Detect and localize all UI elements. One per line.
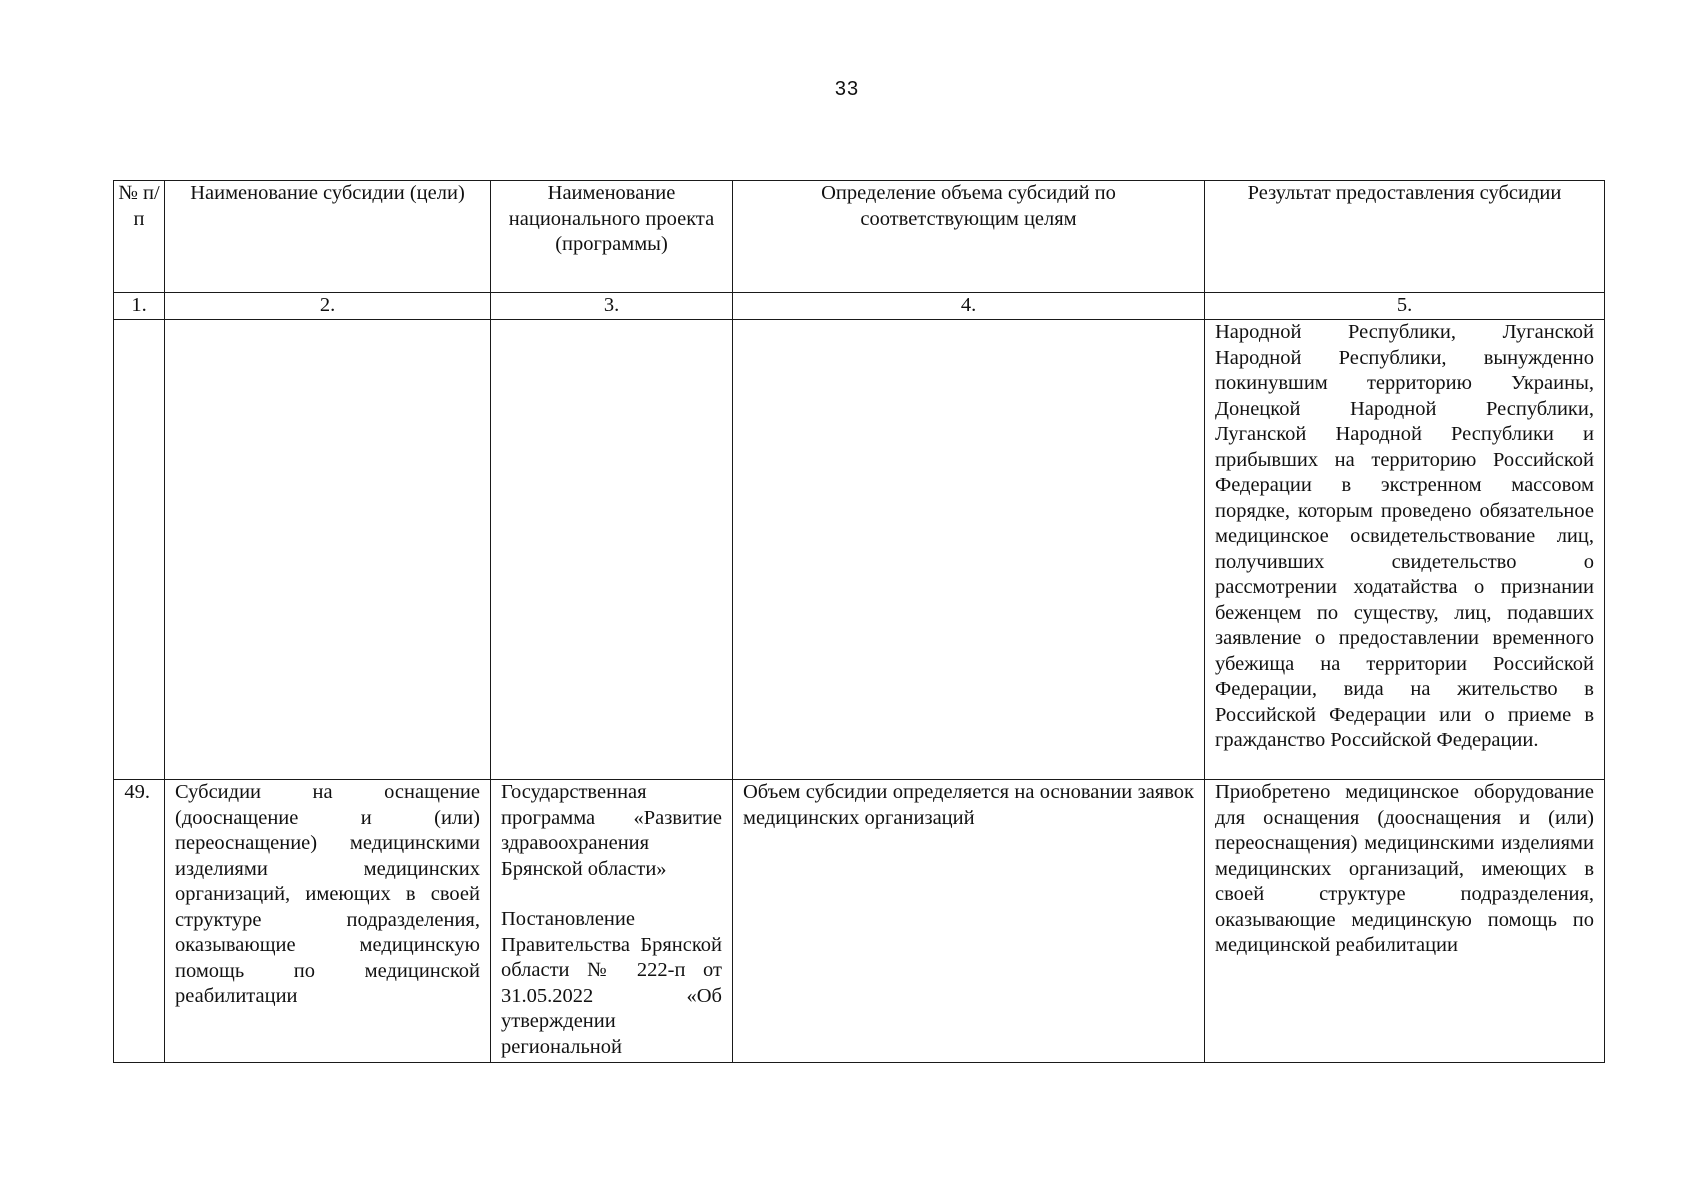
subsidy-name-cell: Субсидии на оснащение (дооснащение и (или) переоснащение) медицинскими изделиями медицинских организаций, имеющих в своей структуре подразделения, оказывающие медицинскую помощь по медицинской реабилитации — [165, 780, 491, 1063]
empty-cell — [491, 320, 733, 780]
subsidy-table — [113, 180, 1605, 1063]
column-number: 2. — [165, 293, 491, 320]
column-number: 3. — [491, 293, 733, 320]
header-subsidy-name: Наименование субсидии (цели) — [165, 181, 491, 293]
national-project-cell — [491, 780, 733, 1063]
empty-cell — [165, 320, 491, 780]
row-number: 49. — [114, 780, 165, 1063]
column-number: 4. — [733, 293, 1205, 320]
empty-cell — [114, 320, 165, 780]
project-program-text: Государственная программа «Развитие здравоохранения Брянской области» — [501, 781, 722, 880]
empty-cell — [733, 320, 1205, 780]
header-result: Результат предоставления субсидии — [1205, 181, 1605, 293]
column-number: 1. — [114, 293, 165, 320]
table-header-row — [114, 181, 1605, 293]
page-number: 33 — [834, 78, 860, 100]
paragraph-gap — [501, 882, 722, 907]
header-volume-definition: Определение объема субсидий по соответствующим целям — [733, 181, 1205, 293]
header-number: № п/п — [114, 181, 165, 293]
header-national-project: Наименование национального проекта (программы) — [491, 181, 733, 293]
result-cell: Народной Республики, Луганской Народной Республики, вынужденно покинувшим территорию Украины, Донецкой Народной Республики, Луганской Народной Республики и прибывших на территорию Российской Федерации в экстренном массовом порядке, которым проведено обязательное медицинское освидетельствование лиц, получивших свидетельство о рассмотрении ходатайства о признании беженцем по существу, лиц, подавших заявление о предоставлении временного убежища на территории Российской Федерации, вида на жительство в Российской Федерации или о приеме в гражданство Российской Федерации. — [1205, 320, 1605, 780]
column-numbers-row — [114, 293, 1605, 320]
table-row — [114, 780, 1605, 1063]
volume-definition-cell: Объем субсидии определяется на основании заявок медицинских организаций — [733, 780, 1205, 1063]
column-number: 5. — [1205, 293, 1605, 320]
project-resolution-text: Постановление Правительства Брянской области № 222-п от 31.05.2022 «Об утверждении региональной — [501, 908, 722, 1058]
table-row — [114, 320, 1605, 780]
result-cell: Приобретено медицинское оборудование для оснащения (дооснащения и (или) переоснащения) медицинскими изделиями медицинских организаций, имеющих в своей структуре подразделения, оказывающие медицинскую помощь по медицинской реабилитации — [1205, 780, 1605, 1063]
